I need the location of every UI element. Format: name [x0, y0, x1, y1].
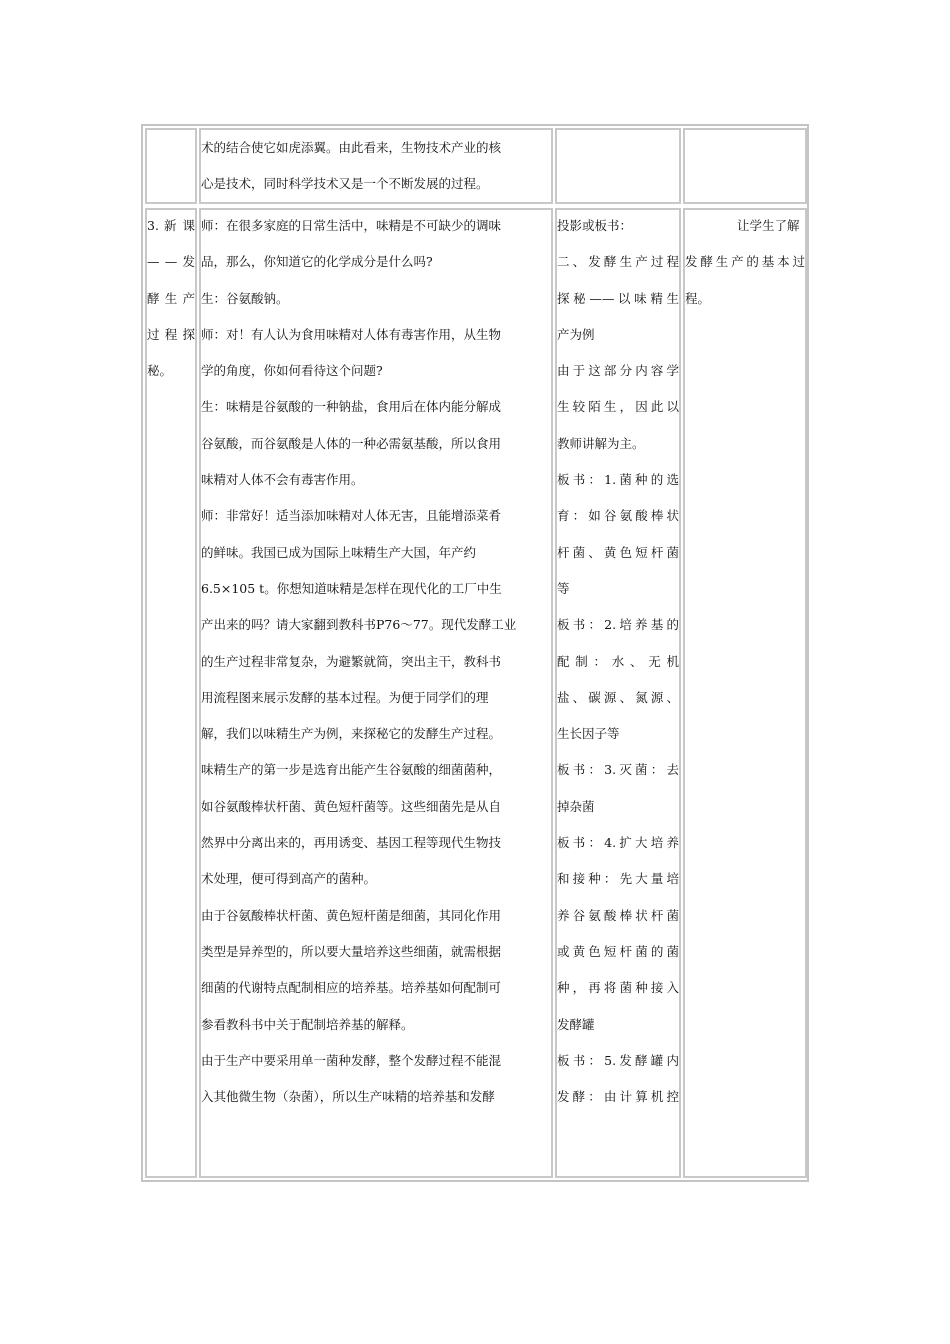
board-line: 板书：4.扩大培养	[557, 835, 679, 851]
intent-line: 程。	[685, 290, 711, 306]
content-line: 术处理，便可得到高产的菌种。	[201, 871, 377, 887]
content-line: 味精生产的第一步是选育出能产生谷氨酸的细菌菌种，	[201, 762, 502, 778]
row2-content-cell	[199, 208, 553, 1178]
stage-line: 过 程 探	[147, 326, 195, 342]
content-line: 师：对！有人认为食用味精对人体有毒害作用，从生物	[201, 326, 502, 342]
board-line: 生较陌生，因此以	[557, 399, 679, 415]
content-line: 由于生产中要采用单一菌种发酵，整个发酵过程不能混	[201, 1052, 502, 1068]
content-line: 师：在很多家庭的日常生活中，味精是不可缺少的调味	[201, 218, 502, 233]
content-line: 心是技术，同时科学技术又是一个不断发展的过程。	[201, 176, 489, 192]
content-line: 的鲜味。我国已成为国际上味精生产大国，年产约	[201, 544, 477, 560]
content-line: 术的结合使它如虎添翼。由此看来，生物技术产业的核	[201, 140, 502, 155]
board-line: 杆菌、黄色短杆菌	[557, 544, 679, 560]
stage-line: 3. 新 课	[147, 218, 195, 233]
board-line: 掉杂菌	[557, 798, 595, 814]
content-line: 然界中分离出来的，再用诱变、基因工程等现代生物技	[201, 835, 502, 851]
row1-board-cell	[555, 128, 681, 204]
intent-line: 发酵生产的基本过	[685, 254, 805, 270]
board-line: 和接种：先大量培	[557, 871, 679, 887]
content-line: 入其他微生物（杂菌），所以生产味精的培养基和发酵	[201, 1089, 495, 1105]
content-line: 参看教科书中关于配制培养基的解释。	[201, 1016, 414, 1032]
content-line: 解，我们以味精生产为例，来探秘它的发酵生产过程。	[201, 726, 502, 742]
content-line: 类型是异养型的，所以要大量培养这些细菌，就需根据	[201, 943, 502, 959]
board-line: 配 制 ： 水 、 无 机	[557, 653, 679, 669]
content-line: 谷氨酸，而谷氨酸是人体的一种必需氨基酸，所以食用	[201, 435, 502, 451]
content-line: 用流程图来展示发酵的基本过程。为便于同学们的理	[201, 689, 489, 705]
board-line: 板书：3.灭菌：去	[557, 762, 679, 778]
row1-stage-cell	[145, 128, 197, 204]
content-line: 生：谷氨酸钠。	[201, 290, 289, 306]
board-line: 二、发酵生产过程	[557, 254, 679, 270]
content-line: 品，那么，你知道它的化学成分是什么吗?	[201, 254, 433, 270]
board-line: 发酵：由计算机控	[557, 1089, 679, 1105]
content-line: 师：非常好！适当添加味精对人体无害，且能增添菜肴	[201, 508, 502, 524]
board-line: 投影或板书：	[557, 218, 633, 233]
row2-board-cell	[555, 208, 681, 1178]
board-line: 养谷氨酸棒状杆菌	[557, 907, 679, 923]
board-line: 产为例	[557, 326, 595, 342]
stage-line: 酵 生 产	[147, 290, 195, 306]
board-line: 教师讲解为主。	[557, 435, 645, 451]
board-line: 或黄色短杆菌的菌	[557, 943, 679, 959]
row2-stage-cell	[145, 208, 197, 1178]
board-line: 探秘——以味精生	[557, 290, 679, 306]
board-line: 板书：5.发酵罐内	[557, 1052, 679, 1068]
row1-intent-cell	[683, 128, 807, 204]
content-line: 生：味精是谷氨酸的一种钠盐，食用后在体内能分解成	[201, 399, 502, 415]
row2-intent-cell	[683, 208, 807, 1178]
lesson-plan-table	[141, 124, 809, 1182]
board-line: 由于这部分内容学	[557, 363, 679, 379]
board-line: 育：如谷氨酸棒状	[557, 508, 679, 524]
content-line: 味精对人体不会有毒害作用。	[201, 472, 364, 488]
board-line: 板书：1.菌种的选	[557, 472, 679, 488]
content-line: 的生产过程非常复杂，为避繁就简，突出主干，教科书	[201, 653, 502, 669]
row1-content-cell	[199, 128, 553, 204]
content-line: 细菌的代谢特点配制相应的培养基。培养基如何配制可	[201, 980, 502, 996]
intent-line: 让学生了解	[737, 218, 800, 233]
content-line: 学的角度，你如何看待这个问题?	[201, 363, 383, 379]
board-line: 生长因子等	[557, 726, 620, 742]
content-line: 由于谷氨酸棒状杆菌、黄色短杆菌是细菌，其同化作用	[201, 907, 502, 923]
board-line: 发酵罐	[557, 1016, 595, 1032]
stage-line: — — 发	[147, 254, 195, 270]
content-line: 如谷氨酸棒状杆菌、黄色短杆菌等。这些细菌先是从自	[201, 798, 502, 814]
content-line: 6.5×105 t。你想知道味精是怎样在现代化的工厂中生	[201, 580, 502, 596]
board-line: 种，再将菌种接入	[557, 980, 679, 996]
content-line: 产出来的吗？请大家翻到教科书P76～77。现代发酵工业	[201, 617, 517, 633]
board-line: 板书：2.培养基的	[557, 617, 679, 633]
board-line: 盐、碳源、氮源、	[557, 689, 679, 705]
stage-line: 秘。	[147, 363, 173, 379]
board-line: 等	[557, 580, 570, 596]
